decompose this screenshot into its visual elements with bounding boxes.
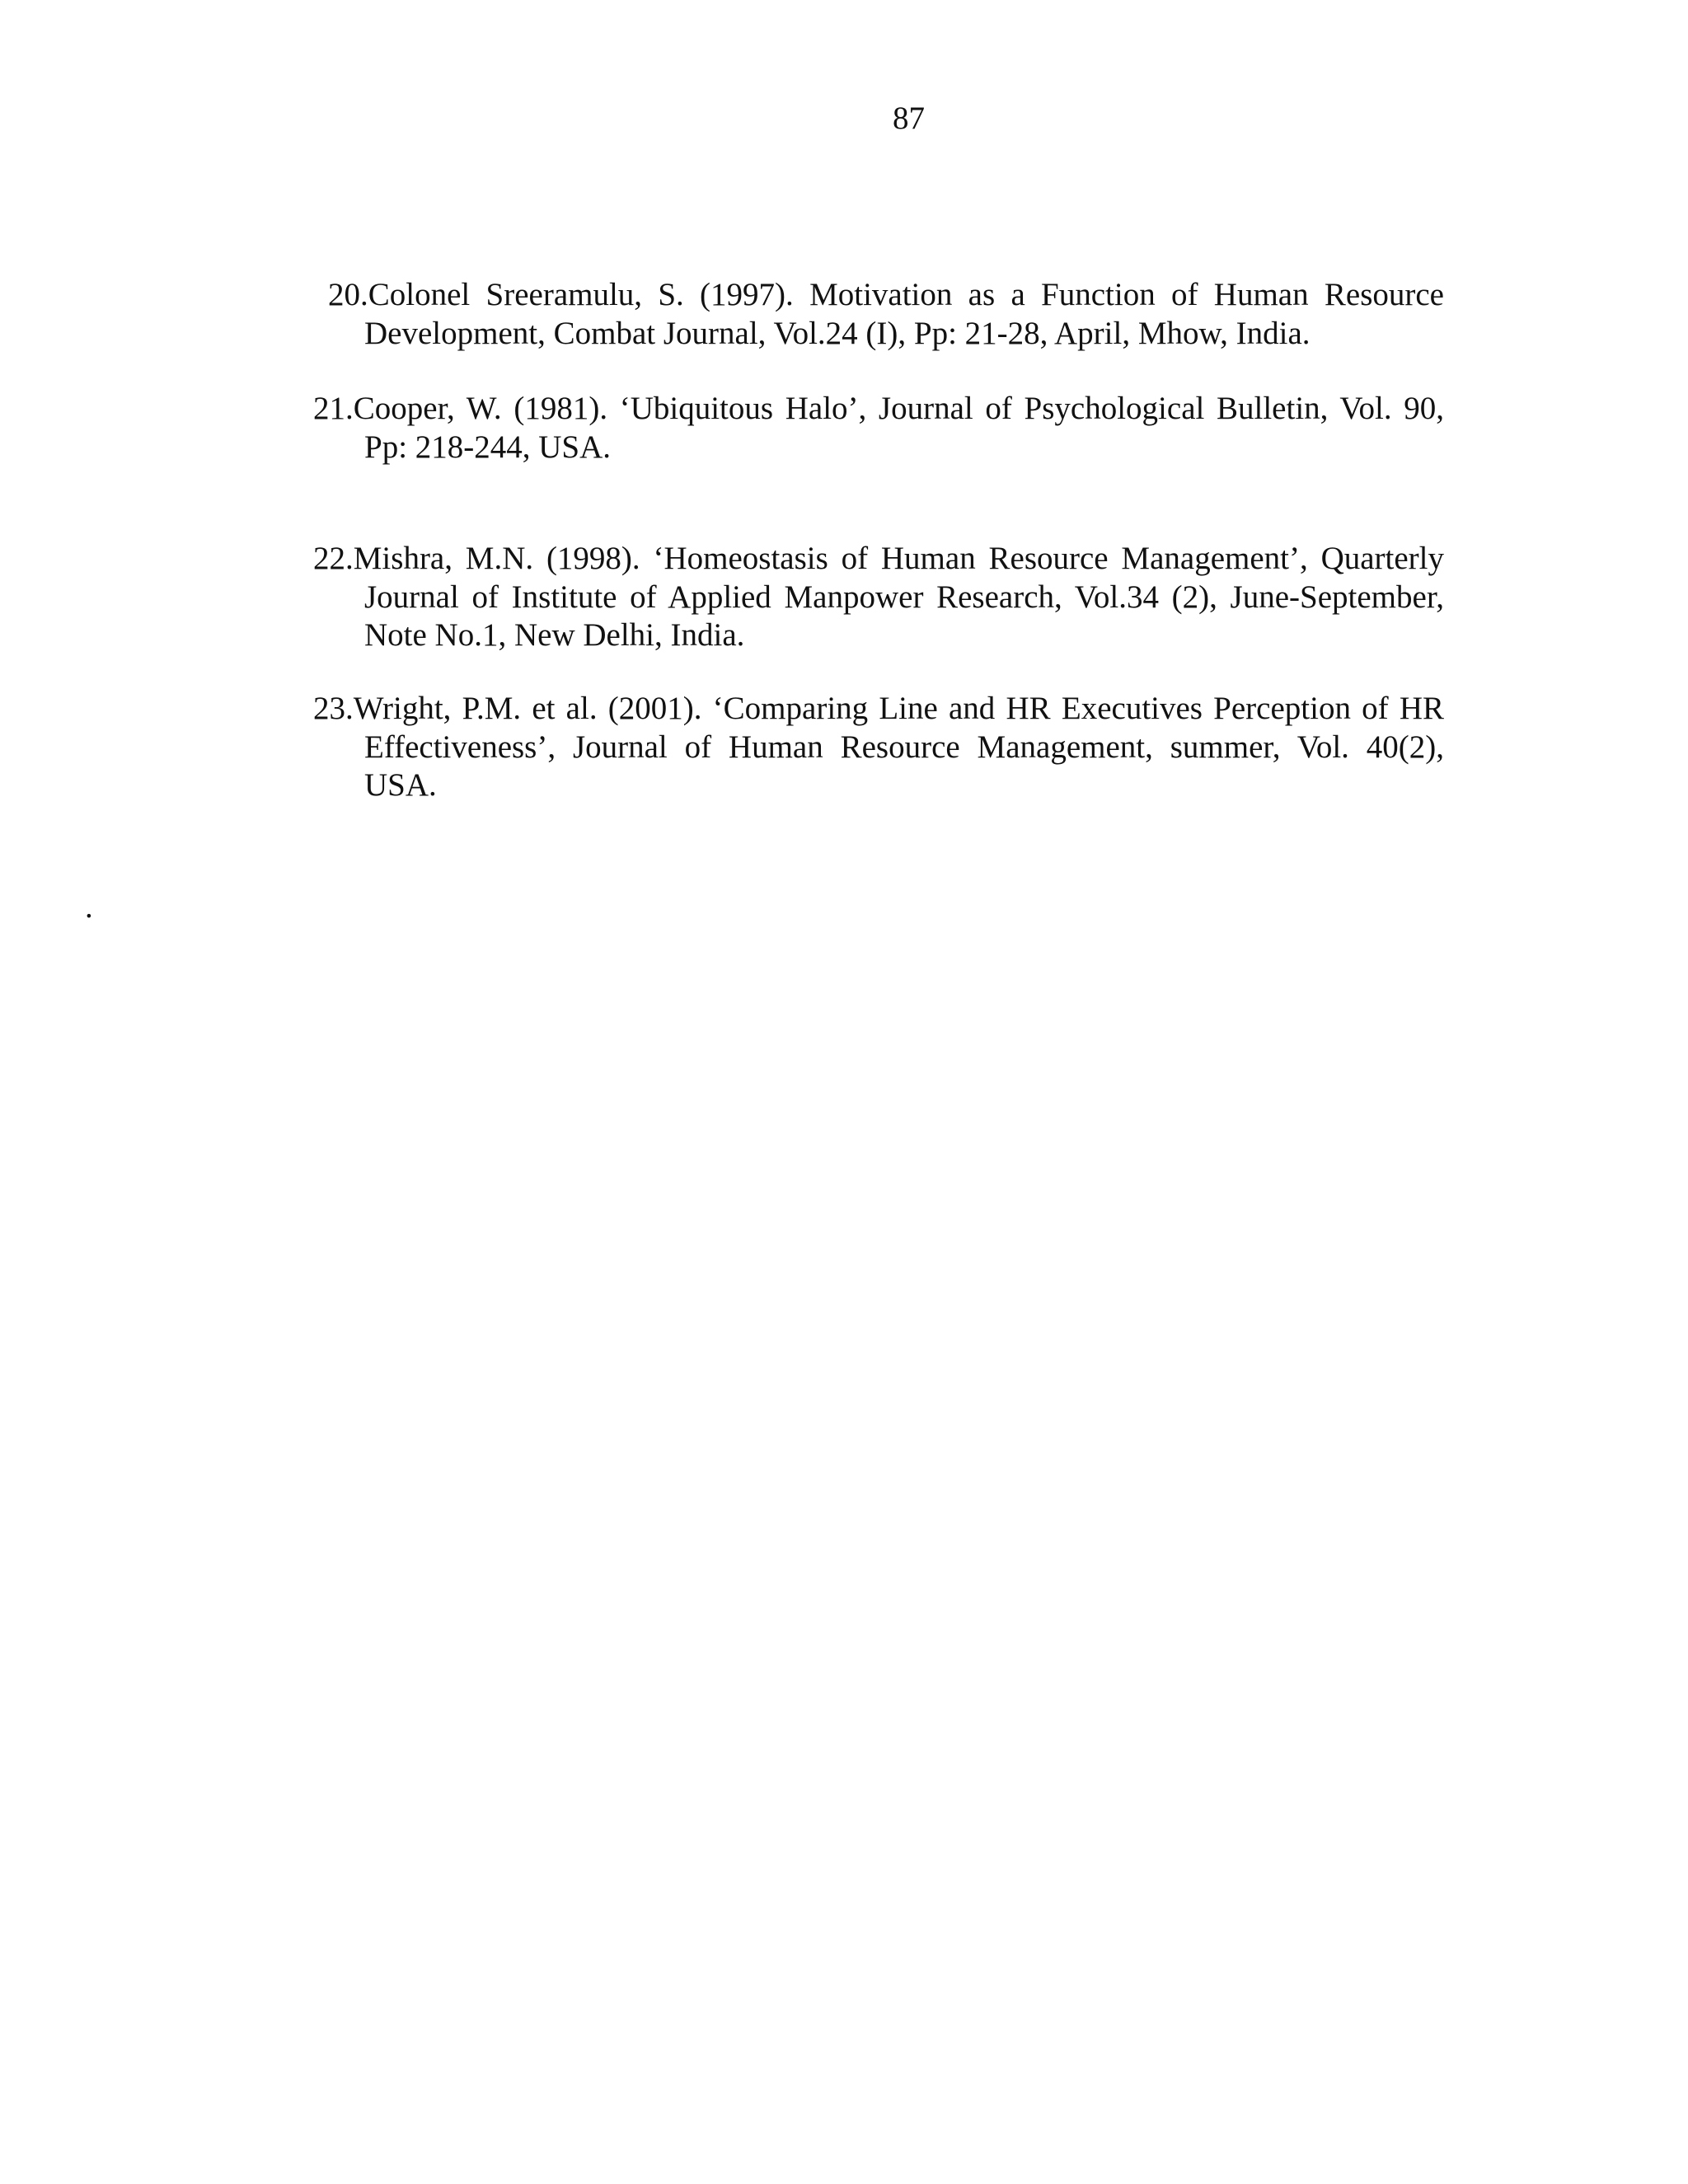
reference-number: 20. — [328, 277, 368, 312]
page-number: 87 — [893, 101, 925, 136]
reference-text: Wright, P.M. et al. (2001). ‘Comparing Line and HR Executives Perception of HR — [353, 691, 1444, 726]
reference-text: Mishra, M.N. (1998). ‘Homeostasis of Human Resource Management’, Quarterly — [353, 541, 1444, 576]
reference-number: 22. — [313, 541, 354, 576]
reference-item-22 — [313, 540, 1444, 655]
reference-item-20 — [328, 276, 1444, 353]
reference-line — [313, 390, 1444, 429]
reference-number: 23. — [313, 691, 354, 726]
reference-item-23 — [313, 690, 1444, 805]
reference-text: Cooper, W. (1981). ‘Ubiquitous Halo’, Journal of Psychological Bulletin, Vol. 90, — [353, 391, 1444, 426]
reference-line: Note No.1, New Delhi, India. — [364, 617, 745, 653]
reference-line: Effectiveness’, Journal of Human Resource Management, summer, Vol. 40(2), — [364, 729, 1444, 765]
reference-line: Journal of Institute of Applied Manpower Research, Vol.34 (2), June-September, — [364, 579, 1444, 615]
reference-line: USA. — [364, 767, 437, 803]
reference-line — [313, 690, 1444, 729]
reference-line: Development, Combat Journal, Vol.24 (I), Pp: 21-28, April, Mhow, India. — [364, 315, 1311, 351]
stray-mark: . — [85, 889, 93, 925]
reference-line — [328, 276, 1444, 315]
reference-item-21 — [313, 390, 1444, 466]
reference-text: Colonel Sreeramulu, S. (1997). Motivation as a Function of Human Resource — [368, 277, 1444, 312]
reference-number: 21. — [313, 391, 354, 426]
reference-line — [313, 540, 1444, 579]
reference-line: Pp: 218-244, USA. — [364, 429, 612, 465]
